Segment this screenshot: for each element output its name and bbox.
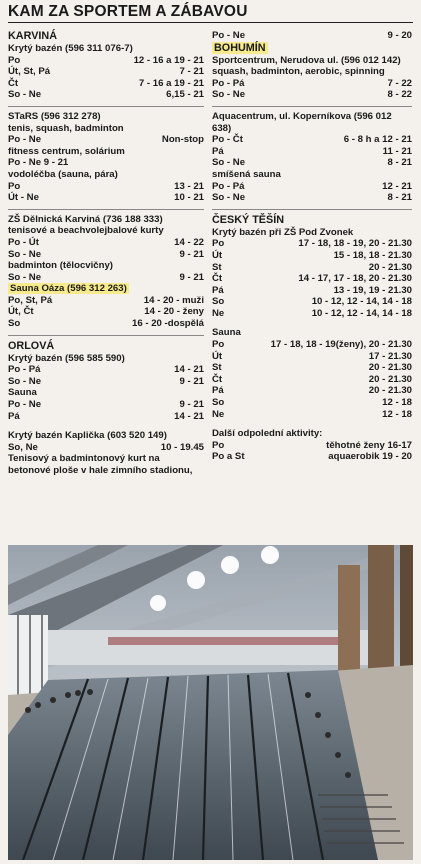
schedule-row: So - Ne 8 - 21 [212, 192, 412, 204]
highlighted-venue: Sauna Oáza (596 312 263) [10, 283, 127, 295]
venue-title: Krytý bazén (596 585 590) [8, 352, 125, 364]
schedule-row: Út - Ne 10 - 21 [8, 192, 204, 204]
section-bohumin: BOHUMÍN [214, 41, 266, 54]
schedule-row: Po, St, Pá 14 - 20 - muži [8, 294, 204, 306]
section-karvina: KARVINÁ [8, 30, 57, 42]
schedule-row: So 12 - 18 [212, 397, 412, 409]
schedule-row: Po těhotné ženy 16-17 [212, 439, 412, 451]
venue-subtitle: squash, badminton, aerobic, spinning [212, 66, 385, 78]
schedule-row: St 20 - 21.30 [212, 362, 412, 374]
schedule-row: So - Ne 8 - 21 [212, 157, 412, 169]
schedule-row: Pá 20 - 21.30 [212, 385, 412, 397]
schedule-row: Po - Ne 9 - 20 [212, 30, 412, 41]
schedule-row: So - Ne 8 - 22 [212, 89, 412, 101]
divider [8, 209, 204, 210]
page-title: KAM ZA SPORTEM A ZÁBAVOU [8, 3, 248, 20]
venue-subtitle: Sauna [8, 387, 37, 399]
schedule-row: Út, St, Pá 7 - 21 [8, 66, 204, 78]
schedule-row: So - Ne 6,15 - 21 [8, 89, 204, 101]
pool-photo [8, 545, 413, 860]
schedule-row: So - Ne 9 - 21 [8, 248, 204, 260]
schedule-row: Po - Ne 9 - 21 [8, 157, 69, 169]
schedule-row: Po - Út 14 - 22 [8, 236, 204, 248]
venue-title: Sportcentrum, Nerudova ul. (596 012 142) [212, 54, 401, 66]
left-column [8, 30, 204, 477]
schedule-row: Po a St aquaerobik 19 - 20 [212, 451, 412, 463]
venue-subtitle: vodoléčba (sauna, pára) [8, 168, 118, 180]
section-cesky-tesin: ČESKÝ TĚŠÍN [212, 213, 284, 226]
schedule-row: So - Ne 9 - 21 [8, 271, 204, 283]
schedule-row: Čt 20 - 21.30 [212, 373, 412, 385]
venue-title: Aquacentrum, ul. Koperníkova (596 012 638) [212, 110, 392, 134]
schedule-row: St 20 - 21.30 [212, 261, 412, 273]
schedule-row: Út, Čt 14 - 20 - ženy [8, 306, 204, 318]
schedule-row: So, Ne 10 - 19.45 [8, 441, 204, 453]
schedule-row: Út 17 - 21.30 [212, 350, 412, 362]
schedule-row: Po 12 - 16 a 19 - 21 [8, 54, 204, 66]
schedule-row: Ne 10 - 12, 12 - 14, 14 - 18 [212, 307, 412, 319]
venue-title: Krytý bazén při ZŠ Pod Zvonek [212, 226, 354, 238]
schedule-row: Po - Ne 9 - 21 [8, 399, 204, 411]
venue-subtitle: smíšená sauna [212, 168, 281, 180]
venue-note: Tenisový a badmintonový kurt na betonové ploše v hale zimního stadionu, [8, 453, 193, 476]
schedule-row: Pá 11 - 21 [212, 145, 412, 157]
title-divider [8, 22, 413, 23]
schedule-row: Po 13 - 21 [8, 180, 204, 192]
schedule-row: Po - Pá 7 - 22 [212, 77, 412, 89]
venue-title: STaRS (596 312 278) [8, 110, 101, 122]
venue-title: Krytý bazén (596 311 076-7) [8, 43, 133, 54]
schedule-row: Po - Pá 12 - 21 [212, 180, 412, 192]
venue-subtitle: badminton (tělocvičny) [8, 260, 114, 272]
schedule-row: Čt 14 - 17, 17 - 18, 20 - 21.30 [212, 273, 412, 285]
schedule-row: Po 17 - 18, 18 - 19(ženy), 20 - 21.30 [212, 339, 412, 351]
schedule-row: So - Ne 9 - 21 [8, 375, 204, 387]
venue-title: ZŠ Dělnická Karviná (736 188 333) tenisové a beachvolejbalové kurty [8, 213, 164, 237]
schedule-row: So 10 - 12, 12 - 14, 14 - 18 [212, 296, 412, 308]
section-orlova: ORLOVÁ [8, 339, 55, 352]
schedule-row: Po - Ne Non-stop [8, 134, 204, 146]
schedule-row: Po - Pá 14 - 21 [8, 364, 204, 376]
schedule-row: Pá 13 - 19, 19 - 21.30 [212, 284, 412, 296]
schedule-row: Po 17 - 18, 18 - 19, 20 - 21.30 [212, 238, 412, 250]
divider [212, 106, 412, 107]
schedule-row: So 16 - 20 -dospělá [8, 318, 204, 330]
venue-subtitle: fitness centrum, solárium [8, 145, 125, 157]
venue-title: Krytý bazén Kaplička (603 520 149) [8, 430, 167, 442]
venue-title [8, 283, 204, 295]
divider [212, 209, 412, 210]
venue-title: Další odpolední aktivity: [212, 428, 323, 440]
schedule-row: Pá 14 - 21 [8, 410, 204, 422]
schedule-row: Po - Čt 6 - 8 h a 12 - 21 [212, 134, 412, 146]
divider [8, 335, 204, 336]
venue-subtitle: tenis, squash, badminton [8, 122, 124, 134]
schedule-row: Út 15 - 18, 18 - 21.30 [212, 249, 412, 261]
pool-illustration [8, 545, 413, 860]
venue-subtitle: Sauna [212, 327, 241, 339]
right-column [212, 30, 412, 463]
schedule-row: Čt 7 - 16 a 19 - 21 [8, 77, 204, 89]
divider [8, 106, 204, 107]
schedule-row: Ne 12 - 18 [212, 408, 412, 420]
